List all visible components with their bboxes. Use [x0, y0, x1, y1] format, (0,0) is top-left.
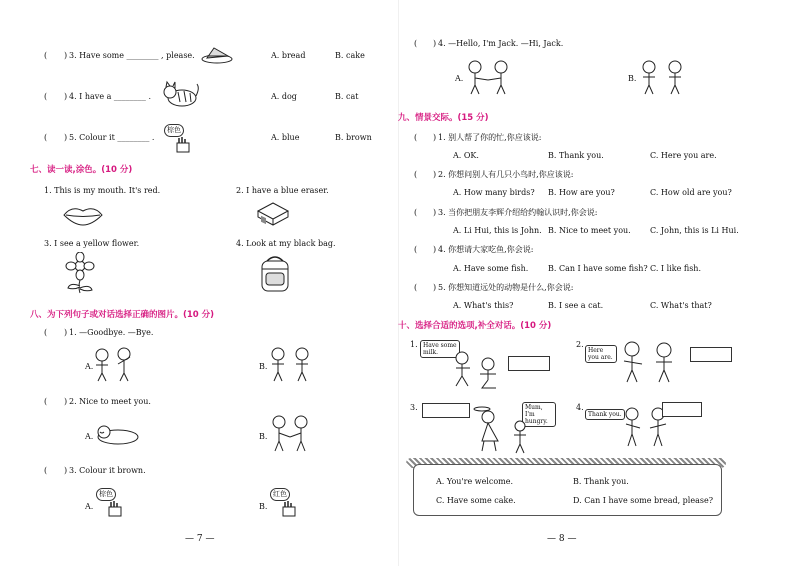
crayon-box-b-icon [280, 500, 298, 518]
dialogue-2-people-icon [618, 340, 686, 384]
cat-icon [160, 80, 200, 108]
r-q4-paren: ( [414, 39, 418, 48]
s10-option-a: A. You're welcome. [436, 477, 514, 486]
s8-q3-text: 3. Colour it brown. [69, 466, 146, 475]
r-q4-text: 4. —Hello, I'm Jack. —Hi, Jack. [438, 39, 564, 48]
s9-q1-paren-close: ) [433, 133, 437, 142]
s8-q2-text: 2. Nice to meet you. [69, 397, 151, 406]
s9-q5-c: C. What's that? [650, 301, 712, 310]
jack-handshake-icon [462, 58, 514, 98]
lips-icon [62, 203, 104, 227]
s8-q3-bubble-a: 棕色 [96, 488, 116, 501]
s10-answer-box-4[interactable] [662, 402, 702, 417]
q4-option-a: A. dog [271, 92, 297, 101]
s9-q3-paren-close: ) [433, 208, 437, 217]
page-number-7: — 7 — [185, 534, 215, 544]
section-10-heading: 十、选择合适的选项,补全对话。(10 分) [398, 321, 552, 331]
q3-paren: ( [44, 51, 48, 60]
s9-q1-b: B. Thank you. [548, 151, 604, 160]
crayon-box-a-icon [106, 500, 124, 518]
q3-option-b: B. cake [335, 51, 365, 60]
s9-q3-a: A. Li Hui, this is John. [453, 226, 542, 235]
q3-paren-close: ) [64, 51, 68, 60]
s8-q1-option-a: A. [85, 362, 94, 371]
backpack-icon [255, 253, 295, 295]
handshake-kids-icon [266, 413, 314, 455]
s9-q5-b: B. I see a cat. [548, 301, 604, 310]
s9-q5-paren-close: ) [433, 283, 437, 292]
s8-q1-paren: ( [44, 328, 48, 337]
crayon-box-icon [174, 136, 192, 154]
s9-q4-paren-close: ) [433, 245, 437, 254]
s9-q5-a: A. What's this? [453, 301, 514, 310]
mother-with-plate-icon [470, 405, 510, 453]
s9-q2-b: B. How are you? [548, 188, 615, 197]
s9-q4-text: 4. 你想请大家吃鱼,你会说: [438, 245, 534, 254]
q5-option-b: B. brown [335, 133, 372, 142]
s9-q1-paren: ( [414, 133, 418, 142]
s9-q5-paren: ( [414, 283, 418, 292]
s7-item-4: 4. Look at my black bag. [236, 239, 336, 248]
options-box [413, 464, 722, 516]
s9-q1-text: 1. 别人帮了你的忙,你应该说: [438, 133, 542, 142]
s7-item-3: 3. I see a yellow flower. [44, 239, 140, 248]
two-kids-icon [636, 58, 688, 98]
dialogue-1-people-icon [448, 350, 508, 390]
s10-num-1: 1. [410, 340, 418, 349]
s10-option-b: B. Thank you. [573, 477, 629, 486]
s10-bubble-2: Here you are. [585, 345, 617, 363]
flower-icon [60, 252, 100, 294]
s8-q3-paren: ( [44, 466, 48, 475]
s9-q5-text: 5. 你想知道远处的动物是什么,你会说: [438, 283, 574, 292]
eraser-icon [255, 197, 291, 227]
s9-q3-c: C. John, this is Li Hui. [650, 226, 739, 235]
q5-option-a: A. blue [271, 133, 300, 142]
s8-q2-option-b: B. [259, 432, 268, 441]
s9-q3-text: 3. 当你把朋友李辉介绍给约翰认识时,你会说: [438, 208, 598, 217]
s8-q3-paren-close: ) [64, 466, 68, 475]
s9-q4-a: A. Have some fish. [453, 264, 529, 273]
s9-q1-c: C. Here you are. [650, 151, 717, 160]
s8-q2-option-a: A. [85, 432, 94, 441]
s10-num-4: 4. [576, 403, 584, 412]
kids-greeting-icon [266, 345, 314, 385]
page-number-8: — 8 — [547, 534, 577, 544]
s10-bubble-1: Have some milk. [420, 340, 460, 358]
s10-answer-box-3[interactable] [422, 403, 470, 418]
q4-paren: ( [44, 92, 48, 101]
cake-slice-icon [200, 44, 234, 64]
s8-q1-option-b: B. [259, 362, 268, 371]
s10-bubble-3: Mum, I'm hungry. [522, 402, 556, 427]
waving-kids-icon [92, 345, 136, 385]
s10-bubble-4: Thank you. [585, 409, 625, 420]
s8-q2-paren-close: ) [64, 397, 68, 406]
s9-q1-a: A. OK. [453, 151, 479, 160]
s9-q4-c: C. I like fish. [650, 264, 702, 273]
r-q4-option-a: A. [455, 74, 464, 83]
s8-q2-paren: ( [44, 397, 48, 406]
q4-paren-close: ) [64, 92, 68, 101]
s8-q3-option-b: B. [259, 502, 268, 511]
s7-item-1: 1. This is my mouth. It's red. [44, 186, 161, 195]
q5-paren-close: ) [64, 133, 68, 142]
s8-q1-paren-close: ) [64, 328, 68, 337]
s10-num-3: 3. [410, 403, 418, 412]
s10-answer-box-1[interactable] [508, 356, 550, 371]
s9-q4-b: B. Can I have some fish? [548, 264, 648, 273]
q5-text: 5. Colour it ________ . [69, 133, 155, 142]
s7-item-2: 2. I have a blue eraser. [236, 186, 329, 195]
q4-option-b: B. cat [335, 92, 359, 101]
q5-colour-bubble: 棕色 [164, 124, 184, 137]
s10-answer-box-2[interactable] [690, 347, 732, 362]
s10-option-c: C. Have some cake. [436, 496, 516, 505]
s9-q2-paren: ( [414, 170, 418, 179]
s9-q2-paren-close: ) [433, 170, 437, 179]
s9-q2-c: C. How old are you? [650, 188, 732, 197]
s8-q1-text: 1. —Goodbye. —Bye. [69, 328, 154, 337]
s8-q3-option-a: A. [85, 502, 94, 511]
hungry-child-icon [510, 420, 530, 454]
s10-option-d: D. Can I have some bread, please? [573, 496, 713, 505]
section-8-heading: 八、为下列句子或对话选择正确的图片。(10 分) [30, 310, 215, 320]
r-q4-option-b: B. [628, 74, 637, 83]
sleeping-child-icon [92, 422, 140, 446]
q3-option-a: A. bread [271, 51, 306, 60]
s9-q2-text: 2. 你想问别人有几只小鸟时,你应该说: [438, 170, 574, 179]
s10-num-2: 2. [576, 340, 584, 349]
section-7-heading: 七、读一读,涂色。(10 分) [30, 165, 133, 175]
s8-q3-bubble-b: 红色 [270, 488, 290, 501]
s9-q2-a: A. How many birds? [453, 188, 535, 197]
page-gutter [398, 0, 399, 566]
q4-text: 4. I have a ________ . [69, 92, 151, 101]
q3-text: 3. Have some ________ , please. [69, 51, 195, 60]
s9-q4-paren: ( [414, 245, 418, 254]
q5-paren: ( [44, 133, 48, 142]
r-q4-paren-close: ) [433, 39, 437, 48]
section-9-heading: 九、情景交际。(15 分) [398, 113, 489, 123]
s9-q3-b: B. Nice to meet you. [548, 226, 631, 235]
s9-q3-paren: ( [414, 208, 418, 217]
